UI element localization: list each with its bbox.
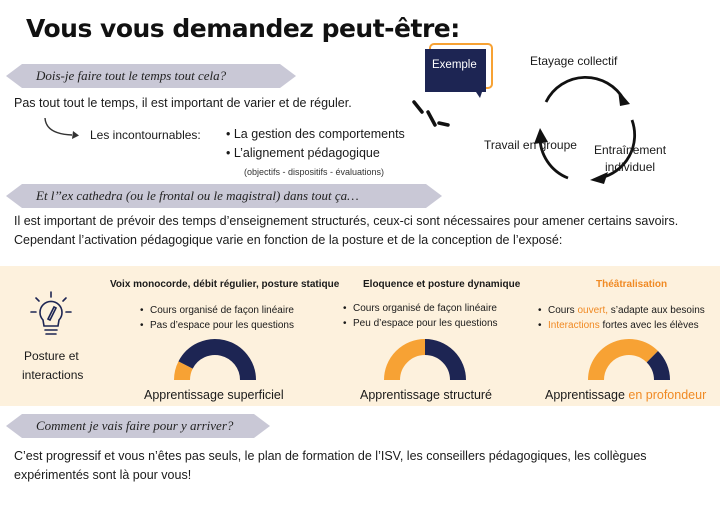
column-1-heading: Voix monocorde, débit régulier, posture statique	[110, 279, 340, 290]
bullet-highlight: Interactions	[548, 320, 600, 331]
gauge-remainder	[186, 347, 248, 380]
cycle-step-3: Travail en groupe	[484, 138, 577, 152]
bullet-highlight: ouvert,	[577, 305, 609, 316]
banner-question-1	[6, 64, 296, 88]
bullet-text: Peu d’espace pour les questions	[353, 318, 498, 329]
column-1-bullet-2: • Pas d’espace pour les questions	[140, 320, 294, 331]
column-3-result	[545, 388, 706, 402]
column-3-bullet-2: • Interactions fortes avec les élèves	[538, 320, 699, 331]
banner-text: Comment je vais faire pour y arriver?	[36, 418, 234, 433]
incontournable-note: (objectifs - dispositifs - évaluations)	[244, 167, 385, 177]
example-bubble-label: Exemple	[432, 59, 477, 71]
conclusion-line-2: expérimentés sont là pour vous!	[14, 468, 192, 482]
gauge-fill	[392, 347, 425, 380]
posture-label-line1: Posture et	[24, 349, 79, 363]
result-text: Apprentissage	[545, 388, 629, 402]
page-title: Vous vous demandez peut-être:	[26, 14, 460, 43]
column-1-gauge	[172, 336, 258, 384]
gauge-fill	[182, 365, 186, 380]
incontournable-item-2: • L’alignement pédagogique	[226, 146, 380, 160]
column-1-result: Apprentissage superficiel	[144, 388, 284, 402]
banner-question-2	[6, 184, 442, 208]
banner-text: Dois-je faire tout le temps tout cela?	[36, 68, 227, 83]
speech-bubble-icon	[420, 40, 500, 102]
posture-label-line2: interactions	[22, 368, 84, 382]
gauge-remainder	[425, 347, 458, 380]
emphasis-lines-icon	[408, 98, 458, 138]
column-2-gauge	[382, 336, 468, 384]
paragraph-line-2: Cependant l’activation pédagogique varie en fonction de la posture et de la conception de l’exposé:	[14, 233, 563, 247]
column-3-bullet-1: • Cours ouvert, s’adapte aux besoins	[538, 305, 705, 316]
column-2-bullet-1: • Cours organisé de façon linéaire	[343, 303, 497, 314]
cycle-step-2: Entraînement individuel	[594, 143, 667, 174]
bullet-text: s’adapte aux besoins	[608, 305, 705, 316]
bullet-text: Cours organisé de façon linéaire	[353, 303, 497, 314]
column-2-result: Apprentissage structuré	[360, 388, 493, 402]
incontournable-item-1: • La gestion des comportements	[226, 127, 405, 141]
paragraph-line-1: Il est important de prévoir des temps d’enseignement structurés, ceux-ci sont nécessaires pour amener certains savoirs.	[14, 214, 679, 228]
conclusion-line-1: C’est progressif et vous n’êtes pas seuls, le plan de formation de l’ISV, les conseillers pédagogiques, les collègues	[14, 449, 647, 463]
cycle-step-1: Etayage collectif	[530, 54, 618, 68]
curved-arrow-icon	[40, 116, 80, 142]
column-2-heading: Eloquence et posture dynamique	[363, 279, 521, 290]
item-text: L’alignement pédagogique	[233, 146, 380, 160]
column-3-gauge	[586, 336, 672, 384]
column-3-heading: Théâtralisation	[596, 279, 668, 290]
gauge-remainder	[652, 357, 662, 380]
column-2-bullet-2: • Peu d’espace pour les questions	[343, 318, 498, 329]
bullet-text: fortes avec les élèves	[599, 320, 699, 331]
result-highlight: en profondeur	[628, 388, 707, 402]
bullet-text: Pas d’espace pour les questions	[150, 320, 294, 331]
lightbulb-icon	[28, 290, 74, 338]
gauge-fill	[596, 347, 652, 380]
bullet-text: Cours	[548, 305, 578, 316]
banner-question-3	[6, 414, 270, 438]
item-text: La gestion des comportements	[233, 127, 405, 141]
banner-text: Et l’’ex cathedra (ou le frontal ou le magistral) dans tout ça…	[36, 188, 359, 203]
intro-text: Pas tout tout le temps, il est important de varier et de réguler.	[14, 96, 352, 110]
column-1-bullet-1: • Cours organisé de façon linéaire	[140, 305, 294, 316]
incontournables-label: Les incontournables:	[90, 128, 201, 142]
bullet-text: Cours organisé de façon linéaire	[150, 305, 294, 316]
